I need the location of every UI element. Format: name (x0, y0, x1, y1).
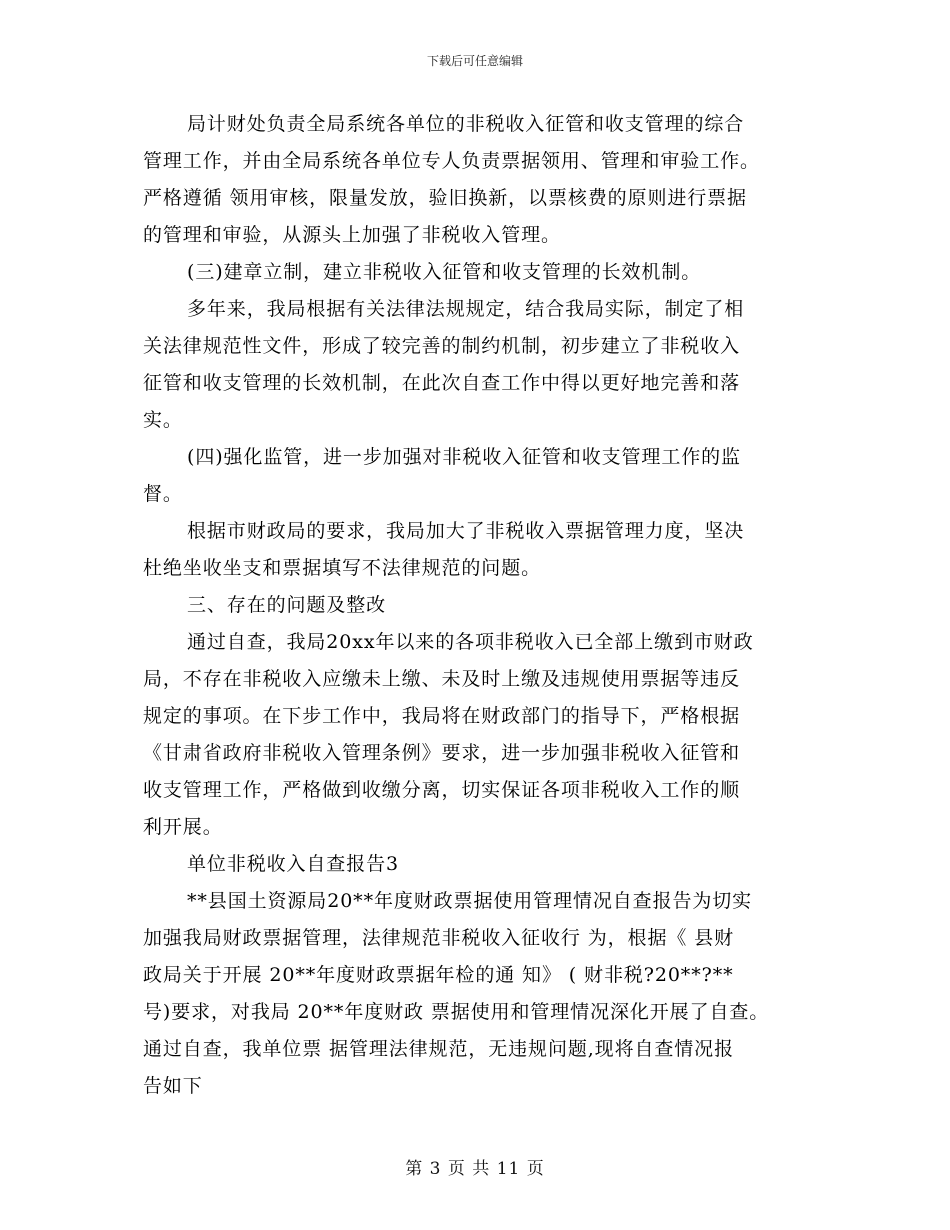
document-body (143, 106, 833, 1105)
text-line: 杜绝坐收坐支和票据填写不法律规范的问题。 (143, 557, 542, 579)
text-line: 严格遵循 领用审核，限量发放，验旧换新，以票核费的原则进行票据 (143, 187, 747, 209)
text-line: 规定的事项。在下步工作中，我局将在财政部门的指导下，严格根据 (143, 705, 741, 727)
text-line: 通过自查，我单位票 据管理法律规范，无违规问题,现将自查情况报 (143, 1038, 734, 1060)
text-line: 实。 (143, 409, 183, 431)
text-line: 征管和收支管理的长效机制，在此次自查工作中得以更好地完善和落 (143, 372, 741, 394)
text-line: 根据市财政局的要求，我局加大了非税收入票据管理力度，坚决 (187, 520, 745, 542)
text-line: **县国土资源局20**年度财政票据使用管理情况自查报告为切实 (187, 890, 753, 912)
text-line: 多年来，我局根据有关法律法规规定，结合我局实际，制定了相 (187, 298, 745, 320)
text-line: 管理工作，并由全局系统各单位专人负责票据领用、管理和审验工作。 (143, 150, 760, 172)
text-line: 利开展。 (143, 816, 223, 838)
section-heading: (四)强化监管，进一步加强对非税收入征管和收支管理工作的监 (187, 446, 741, 468)
page-header: 下载后可任意编辑 (426, 54, 523, 68)
text-line: 告如下 (143, 1075, 203, 1097)
text-line: 《甘肃省政府非税收入管理条例》要求，进一步加强非税收入征管和 (143, 742, 741, 764)
text-line: 的管理和审验，从源头上加强了非税收入管理。 (143, 224, 561, 246)
text-line: 政局关于开展 20**年度财政票据年检的通 知》 ( 财非税?20**?** (143, 964, 734, 986)
text-line: 局计财处负责全局系统各单位的非税收入征管和收支管理的综合 (187, 113, 745, 135)
section-heading: (三)建章立制，建立非税收入征管和收支管理的长效机制。 (187, 261, 702, 283)
text-line: 收支管理工作，严格做到收缴分离，切实保证各项非税收入工作的顺 (143, 779, 741, 801)
report-title: 单位非税收入自查报告3 (187, 853, 399, 875)
text-line: 通过自查，我局20xx年以来的各项非税收入已全部上缴到市财政 (187, 631, 754, 653)
text-line: 局，不存在非税收入应缴未上缴、未及时上缴及违规使用票据等违反 (143, 668, 741, 690)
text-line: 督。 (143, 483, 183, 505)
page-footer: 第 3 页 共 11 页 (405, 1159, 545, 1179)
section-heading: 三、存在的问题及整改 (187, 594, 387, 616)
text-line: 号)要求，对我局 20**年度财政 票据使用和管理情况深化开展了自查。 (143, 1001, 770, 1023)
text-line: 加强我局财政票据管理，法律规范非税收入征收行 为，根据《 县财 (143, 927, 734, 949)
text-line: 关法律规范性文件，形成了较完善的制约机制，初步建立了非税收入 (143, 335, 741, 357)
